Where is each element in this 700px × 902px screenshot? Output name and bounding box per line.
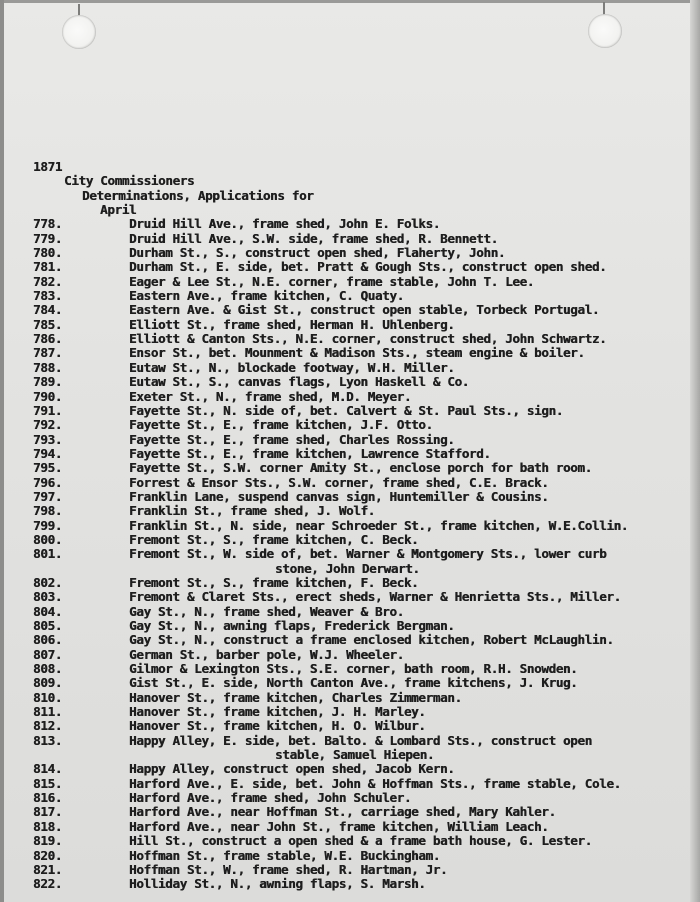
entry-text-block xyxy=(100,232,700,246)
entry-text-block xyxy=(100,332,700,346)
entry-text-block xyxy=(100,433,700,447)
entry-number: 799. xyxy=(33,517,62,533)
entry-text-block xyxy=(100,633,700,647)
entry-number: 795. xyxy=(33,460,62,476)
entry-text: Elliott & Canton Sts., N.E. corner, construct shed, John Schwartz. xyxy=(129,331,607,347)
entry-text: Gay St., N., awning flaps, Frederick Bergman. xyxy=(129,618,455,633)
record-month: April xyxy=(100,202,137,218)
entry-text: Harford Ave., E. side, bet. John & Hoffman Sts., frame stable, Cole. xyxy=(129,775,621,791)
list-item xyxy=(0,547,700,576)
entry-number: 816. xyxy=(33,790,62,806)
entry-number: 818. xyxy=(33,818,62,834)
entry-number: 812. xyxy=(33,718,62,734)
entry-text: Hanover St., frame kitchen, H. O. Wilbur. xyxy=(129,718,426,734)
entry-text-block xyxy=(100,476,700,490)
entry-text: Eastern Ave. & Gist St., construct open stable, Torbeck Portugal. xyxy=(129,302,600,318)
entry-text-block xyxy=(100,361,700,375)
entry-number: 804. xyxy=(33,603,62,619)
entry-text-block xyxy=(100,719,700,733)
entry-text: Hoffman St., frame stable, W.E. Buckingham. xyxy=(129,847,440,863)
punch-hole-left xyxy=(62,15,96,49)
entry-text: Hill St., construct a open shed & a frame bath house, G. Lester. xyxy=(129,833,592,849)
entry-text: Gay St., N., frame shed, Weaver & Bro. xyxy=(129,603,404,619)
entry-number: 811. xyxy=(33,704,62,720)
entry-number: 819. xyxy=(33,833,62,849)
entry-text-block xyxy=(100,390,700,404)
list-item xyxy=(0,605,700,619)
entry-text-block xyxy=(100,877,700,891)
entry-text-block xyxy=(100,260,700,274)
entry-text: Elliott St., frame shed, Herman H. Uhlenberg. xyxy=(129,316,455,332)
list-item xyxy=(0,576,700,590)
entry-text: Hanover St., frame kitchen, Charles Zimmerman. xyxy=(129,689,462,705)
list-item xyxy=(0,619,700,633)
list-item xyxy=(0,762,700,776)
entry-text: Ensor St., bet. Mounment & Madison Sts., steam engine & boiler. xyxy=(129,345,585,361)
entry-number: 820. xyxy=(33,847,62,863)
entry-text-block xyxy=(100,834,700,848)
entry-text: Fayette St., E., frame shed, Charles Rossing. xyxy=(129,431,455,447)
entry-text-block xyxy=(100,303,700,317)
list-item xyxy=(0,519,700,533)
entry-text-block xyxy=(100,246,700,260)
entry-text-block xyxy=(100,734,700,763)
entry-text-block xyxy=(100,346,700,360)
list-item xyxy=(0,447,700,461)
entry-text: Eager & Lee St., N.E. corner, frame stable, John T. Lee. xyxy=(129,273,534,289)
entry-number: 778. xyxy=(33,216,62,232)
entry-number: 802. xyxy=(33,574,62,590)
entry-text: German St., barber pole, W.J. Wheeler. xyxy=(129,646,404,662)
list-item xyxy=(0,375,700,389)
entry-text-block xyxy=(100,547,700,576)
entry-text: Happy Alley, construct open shed, Jacob Kern. xyxy=(129,761,455,777)
entry-number: 789. xyxy=(33,374,62,390)
entry-text: Fayette St., S.W. corner Amity St., enclose porch for bath room. xyxy=(129,460,592,476)
entry-text-block xyxy=(100,519,700,533)
entry-text: Fremont St., W. side of, bet. Warner & Montgomery Sts., lower curb xyxy=(129,546,607,562)
record-subject: Determinations, Applications for xyxy=(82,187,314,203)
entry-number: 783. xyxy=(33,288,62,304)
list-item xyxy=(0,662,700,676)
entry-text-block xyxy=(100,318,700,332)
entry-text-block xyxy=(100,605,700,619)
entry-text: Gilmor & Lexington Sts., S.E. corner, bath room, R.H. Snowden. xyxy=(129,661,578,677)
list-item xyxy=(0,691,700,705)
entry-number: 810. xyxy=(33,689,62,705)
entry-text: Eastern Ave., frame kitchen, C. Quaty. xyxy=(129,288,404,304)
entry-text-block xyxy=(100,691,700,705)
entry-text: Fremont St., S., frame kitchen, F. Beck. xyxy=(129,574,419,590)
list-item xyxy=(0,849,700,863)
entry-number: 806. xyxy=(33,632,62,648)
list-item xyxy=(0,877,700,891)
entry-text: Harford Ave., frame shed, John Schuler. xyxy=(129,790,412,806)
list-item xyxy=(0,533,700,547)
entry-text-block xyxy=(100,418,700,432)
list-item xyxy=(0,734,700,763)
entry-text: Druid Hill Ave., frame shed, John E. Folks. xyxy=(129,216,440,232)
entry-number: 801. xyxy=(33,546,62,562)
entry-text-block xyxy=(100,849,700,863)
list-item xyxy=(0,820,700,834)
list-item xyxy=(0,476,700,490)
entry-text: Druid Hill Ave., S.W. side, frame shed, R. Bennett. xyxy=(129,230,498,246)
entry-number: 797. xyxy=(33,488,62,504)
entry-text-block xyxy=(100,275,700,289)
entry-text-block xyxy=(100,791,700,805)
entry-text-block xyxy=(100,705,700,719)
entry-number: 809. xyxy=(33,675,62,691)
entry-number: 779. xyxy=(33,230,62,246)
entry-text-block xyxy=(100,676,700,690)
entry-text-block xyxy=(100,504,700,518)
entry-number: 788. xyxy=(33,359,62,375)
entry-number: 796. xyxy=(33,474,62,490)
list-item xyxy=(0,289,700,303)
entry-number: 815. xyxy=(33,775,62,791)
list-item xyxy=(0,490,700,504)
record-department: City Commissioners xyxy=(64,173,195,189)
entry-number: 785. xyxy=(33,316,62,332)
entry-text: Harford Ave., near Hoffman St., carriage shed, Mary Kahler. xyxy=(129,804,556,820)
list-item xyxy=(0,433,700,447)
entry-text-block xyxy=(100,648,700,662)
list-item xyxy=(0,404,700,418)
entry-text: Hoffman St., W., frame shed, R. Hartman, Jr. xyxy=(129,861,448,877)
entry-text-continuation: stable, Samuel Hiepen. xyxy=(275,747,435,763)
entry-number: 792. xyxy=(33,417,62,433)
list-item xyxy=(0,275,700,289)
entry-text: Fayette St., E., frame kitchen, Lawrence Stafford. xyxy=(129,445,491,461)
entry-text-block xyxy=(100,461,700,475)
entry-text: Harford Ave., near John St., frame kitchen, William Leach. xyxy=(129,818,549,834)
list-item xyxy=(0,705,700,719)
entry-number: 817. xyxy=(33,804,62,820)
entry-text: Durham St., E. side, bet. Pratt & Gough Sts., construct open shed. xyxy=(129,259,607,275)
entry-number: 813. xyxy=(33,732,62,748)
entry-number: 822. xyxy=(33,876,62,892)
list-item xyxy=(0,232,700,246)
punch-hole-right xyxy=(588,14,622,48)
entry-text: Happy Alley, E. side, bet. Balto. & Lombard Sts., construct open xyxy=(129,732,592,748)
list-item xyxy=(0,863,700,877)
entry-text: Durham St., S., construct open shed, Flaherty, John. xyxy=(129,245,506,261)
entry-text-block xyxy=(100,762,700,776)
page-top-edge xyxy=(0,0,700,3)
list-item xyxy=(0,805,700,819)
entry-text: Fayette St., E., frame kitchen, J.F. Otto. xyxy=(129,417,433,433)
list-item xyxy=(0,346,700,360)
entry-number: 798. xyxy=(33,503,62,519)
entry-number: 805. xyxy=(33,618,62,633)
list-item xyxy=(0,834,700,848)
entry-number: 821. xyxy=(33,861,62,877)
entry-text-block xyxy=(100,590,700,604)
entry-text-continuation: stone, John Derwart. xyxy=(275,560,420,576)
entry-text: Gist St., E. side, North Canton Ave., frame kitchens, J. Krug. xyxy=(129,675,578,691)
entry-text: Eutaw St., S., canvas flags, Lyon Haskell & Co. xyxy=(129,374,469,390)
entry-text: Eutaw St., N., blockade footway, W.H. Miller. xyxy=(129,359,455,375)
entry-text: Fremont & Claret Sts., erect sheds, Warner & Henrietta Sts., Miller. xyxy=(129,589,621,605)
entry-number: 782. xyxy=(33,273,62,289)
list-item xyxy=(0,332,700,346)
entry-text: Fremont St., S., frame kitchen, C. Beck. xyxy=(129,531,419,547)
list-item xyxy=(0,633,700,647)
entry-number: 800. xyxy=(33,531,62,547)
entry-text-block xyxy=(100,404,700,418)
entry-number: 794. xyxy=(33,445,62,461)
entry-text-block xyxy=(100,375,700,389)
entry-list xyxy=(0,217,700,891)
entry-text-block xyxy=(100,447,700,461)
entry-text-block xyxy=(100,576,700,590)
list-item xyxy=(0,418,700,432)
entry-number: 791. xyxy=(33,402,62,418)
list-item xyxy=(0,217,700,231)
entry-number: 808. xyxy=(33,661,62,677)
list-item xyxy=(0,260,700,274)
entry-text-block xyxy=(100,805,700,819)
entry-text-block xyxy=(100,533,700,547)
entry-text: Fayette St., N. side of, bet. Calvert & St. Paul Sts., sign. xyxy=(129,402,563,418)
entry-text-block xyxy=(100,863,700,877)
list-item xyxy=(0,676,700,690)
list-item xyxy=(0,504,700,518)
entry-number: 790. xyxy=(33,388,62,404)
entry-text-block xyxy=(100,619,700,633)
list-item xyxy=(0,791,700,805)
entry-text-block xyxy=(100,662,700,676)
entry-number: 793. xyxy=(33,431,62,447)
entry-text: Franklin St., frame shed, J. Wolf. xyxy=(129,503,375,519)
entry-text-block xyxy=(100,217,700,231)
entry-text-block xyxy=(100,820,700,834)
entry-number: 786. xyxy=(33,331,62,347)
entry-text: Holliday St., N., awning flaps, S. Marsh. xyxy=(129,876,426,892)
entry-number: 780. xyxy=(33,245,62,261)
list-item xyxy=(0,777,700,791)
entry-number: 807. xyxy=(33,646,62,662)
list-item xyxy=(0,246,700,260)
entry-text-block xyxy=(100,490,700,504)
entry-text: Exeter St., N., frame shed, M.D. Meyer. xyxy=(129,388,412,404)
entry-text-block xyxy=(100,289,700,303)
typed-record xyxy=(0,160,700,892)
entry-number: 787. xyxy=(33,345,62,361)
list-item xyxy=(0,390,700,404)
list-item xyxy=(0,303,700,317)
list-item xyxy=(0,461,700,475)
list-item xyxy=(0,590,700,604)
entry-text: Hanover St., frame kitchen, J. H. Marley. xyxy=(129,704,426,720)
entry-text-block xyxy=(100,777,700,791)
list-item xyxy=(0,719,700,733)
list-item xyxy=(0,361,700,375)
list-item xyxy=(0,318,700,332)
entry-number: 781. xyxy=(33,259,62,275)
entry-text: Franklin Lane, suspend canvas sign, Huntemiller & Cousins. xyxy=(129,488,549,504)
entry-number: 814. xyxy=(33,761,62,777)
entry-text: Franklin St., N. side, near Schroeder St., frame kitchen, W.E.Collin. xyxy=(129,517,629,533)
entry-text: Forrest & Ensor Sts., S.W. corner, frame shed, C.E. Brack. xyxy=(129,474,549,490)
entry-number: 803. xyxy=(33,589,62,605)
list-item xyxy=(0,648,700,662)
record-year: 1871 xyxy=(33,159,62,174)
entry-text: Gay St., N., construct a frame enclosed kitchen, Robert McLaughlin. xyxy=(129,632,614,648)
entry-number: 784. xyxy=(33,302,62,318)
